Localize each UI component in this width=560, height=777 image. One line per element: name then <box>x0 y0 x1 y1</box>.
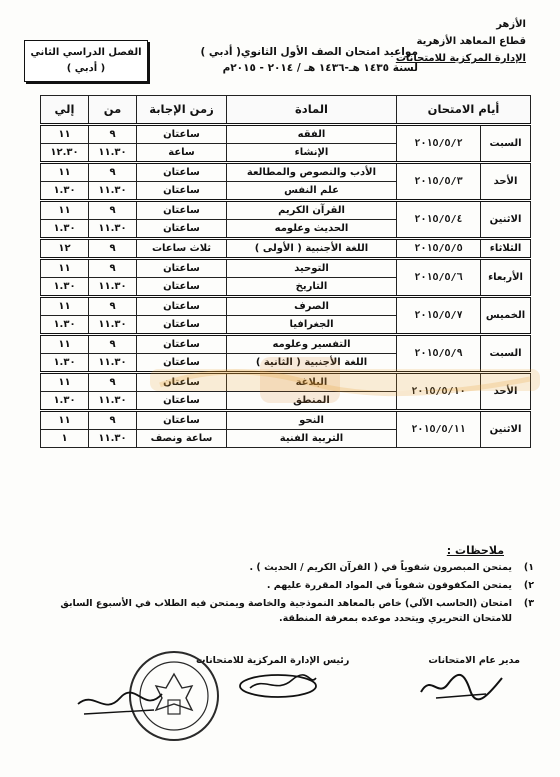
cell-from: ٩ <box>89 411 137 430</box>
cell-to: ١١ <box>41 163 89 182</box>
header-from: من <box>89 96 137 125</box>
term-line-1: الفصل الدراسي الثاني <box>30 47 142 58</box>
cell-to: ١١ <box>41 373 89 392</box>
cell-duration: ساعتان <box>137 411 227 430</box>
note-text: يمتحن المكفوفون شفوياً في المواد المقررة عليهم . <box>266 580 512 591</box>
cell-duration: ساعتان <box>137 297 227 316</box>
cell-day: السبت <box>481 125 531 163</box>
cell-from: ١١.٣٠ <box>89 144 137 163</box>
cell-subject: الحديث وعلومه <box>227 220 397 239</box>
notes-list <box>34 560 534 629</box>
cell-subject: القرآن الكريم <box>227 201 397 220</box>
header-to: إلي <box>41 96 89 125</box>
cell-from: ١١.٣٠ <box>89 430 137 448</box>
cell-to: ١.٣٠ <box>41 316 89 335</box>
cell-subject: الفقه <box>227 125 397 144</box>
cell-from: ٩ <box>89 163 137 182</box>
cell-from: ٩ <box>89 239 137 259</box>
cell-duration: ساعتان <box>137 335 227 354</box>
cell-subject: الأدب والنصوص والمطالعة <box>227 163 397 182</box>
table-row <box>41 411 531 430</box>
cell-date: ٢٠١٥/٥/١٠ <box>397 373 481 411</box>
cell-to: ١.٣٠ <box>41 220 89 239</box>
cell-date: ٢٠١٥/٥/٧ <box>397 297 481 335</box>
cell-duration: ساعتان <box>137 392 227 411</box>
stamp-signature <box>74 686 164 722</box>
cell-subject: التربية الفنية <box>227 430 397 448</box>
note-number: ٣) <box>523 598 534 609</box>
cell-subject: التفسير وعلومه <box>227 335 397 354</box>
table-row <box>41 201 531 220</box>
note-item <box>34 560 534 575</box>
cell-duration: ساعتان <box>137 354 227 373</box>
cell-from: ١١.٣٠ <box>89 220 137 239</box>
org-line-1: الأزهر <box>496 19 526 30</box>
cell-subject: البلاغة <box>227 373 397 392</box>
header-duration: زمن الإجابة <box>137 96 227 125</box>
cell-from: ١١.٣٠ <box>89 278 137 297</box>
note-text: يمتحن المبصرون شفوياً في ( القرآن الكريم / الحديث ) . <box>249 562 512 573</box>
cell-subject: النحو <box>227 411 397 430</box>
cell-date: ٢٠١٥/٥/٣ <box>397 163 481 201</box>
cell-to: ١٢ <box>41 239 89 259</box>
table-row <box>41 335 531 354</box>
cell-from: ٩ <box>89 201 137 220</box>
cell-to: ١١ <box>41 201 89 220</box>
cell-duration: ساعتان <box>137 163 227 182</box>
cell-from: ٩ <box>89 125 137 144</box>
note-number: ٢) <box>523 580 534 591</box>
cell-to: ١١ <box>41 335 89 354</box>
cell-to: ١١ <box>41 125 89 144</box>
cell-subject: الجغرافيا <box>227 316 397 335</box>
cell-day: الاثنين <box>481 201 531 239</box>
cell-to: ١ <box>41 430 89 448</box>
cell-subject: الإنشاء <box>227 144 397 163</box>
cell-from: ٩ <box>89 297 137 316</box>
cell-to: ١١ <box>41 297 89 316</box>
cell-subject: اللغة الأجنبية ( الأولى ) <box>227 239 397 259</box>
cell-from: ١١.٣٠ <box>89 392 137 411</box>
cell-duration: ساعتان <box>137 259 227 278</box>
schedule-table <box>40 95 531 448</box>
cell-date: ٢٠١٥/٥/٩ <box>397 335 481 373</box>
org-line-2: قطاع المعاهد الأزهرية <box>416 36 526 47</box>
head-signature-label: رئيس الإدارة المركزية للامتحانات <box>196 655 350 666</box>
cell-day: الاثنين <box>481 411 531 448</box>
cell-duration: ساعة <box>137 144 227 163</box>
cell-day: الأحد <box>481 163 531 201</box>
cell-from: ١١.٣٠ <box>89 354 137 373</box>
cell-day: الخميس <box>481 297 531 335</box>
table-row <box>41 297 531 316</box>
head-signature <box>236 666 322 702</box>
cell-to: ١٢.٣٠ <box>41 144 89 163</box>
note-text: امتحان (الحاسب الآلي) خاص بالمعاهد النموذجية والخاصة ويمتحن فيه الطلاب في الأسبوع السابق للامتحان التحريري ويتحدد موعده بمعرفة المنطقة. <box>60 598 512 624</box>
cell-to: ١١ <box>41 411 89 430</box>
cell-duration: ثلاث ساعات <box>137 239 227 259</box>
cell-duration: ساعتان <box>137 182 227 201</box>
cell-to: ١١ <box>41 259 89 278</box>
term-box <box>24 40 148 82</box>
cell-date: ٢٠١٥/٥/٥ <box>397 239 481 259</box>
header-days: أيام الامتحان <box>397 96 531 125</box>
term-line-2: ( أدبي ) <box>66 63 106 74</box>
cell-duration: ساعتان <box>137 220 227 239</box>
cell-date: ٢٠١٥/٥/٢ <box>397 125 481 163</box>
cell-from: ٩ <box>89 259 137 278</box>
cell-duration: ساعتان <box>137 125 227 144</box>
cell-day: الأحد <box>481 373 531 411</box>
cell-to: ١.٣٠ <box>41 354 89 373</box>
cell-duration: ساعة ونصف <box>137 430 227 448</box>
title-line-2: لسنة ١٤٣٥ هـ-١٤٣٦ هـ / ٢٠١٤ - ٢٠١٥م <box>222 62 418 74</box>
cell-from: ٩ <box>89 373 137 392</box>
cell-subject: التوحيد <box>227 259 397 278</box>
cell-subject: التاريخ <box>227 278 397 297</box>
cell-date: ٢٠١٥/٥/٦ <box>397 259 481 297</box>
table-header-row <box>41 96 531 125</box>
cell-duration: ساعتان <box>137 201 227 220</box>
cell-subject: علم النفس <box>227 182 397 201</box>
cell-date: ٢٠١٥/٥/٤ <box>397 201 481 239</box>
title-line-1: مواعيد امتحان الصف الأول الثانوي( أدبي ) <box>200 46 418 58</box>
schedule-body <box>41 125 531 448</box>
table-row <box>41 373 531 392</box>
cell-day: الأربعاء <box>481 259 531 297</box>
cell-duration: ساعتان <box>137 316 227 335</box>
org-line-3: الإدارة المركزية للامتحانات <box>395 53 526 64</box>
cell-subject: المنطق <box>227 392 397 411</box>
director-signature <box>416 668 506 704</box>
cell-subject: اللغة الأجنبية ( الثانية ) <box>227 354 397 373</box>
cell-day: السبت <box>481 335 531 373</box>
cell-day: الثلاثاء <box>481 239 531 259</box>
cell-duration: ساعتان <box>137 278 227 297</box>
notes-title: ملاحظات : <box>446 544 504 557</box>
table-row <box>41 163 531 182</box>
cell-subject: الصرف <box>227 297 397 316</box>
table-row <box>41 259 531 278</box>
cell-to: ١.٣٠ <box>41 392 89 411</box>
cell-from: ١١.٣٠ <box>89 316 137 335</box>
table-row <box>41 125 531 144</box>
note-item <box>34 596 534 626</box>
director-signature-label: مدير عام الامتحانات <box>428 655 520 666</box>
cell-to: ١.٣٠ <box>41 278 89 297</box>
cell-to: ١.٣٠ <box>41 182 89 201</box>
cell-date: ٢٠١٥/٥/١١ <box>397 411 481 448</box>
cell-from: ٩ <box>89 335 137 354</box>
note-number: ١) <box>523 562 534 573</box>
schedule-title <box>178 44 418 76</box>
cell-duration: ساعتان <box>137 373 227 392</box>
cell-from: ١١.٣٠ <box>89 182 137 201</box>
table-row <box>41 239 531 259</box>
note-item <box>34 578 534 593</box>
header-subject: المادة <box>227 96 397 125</box>
